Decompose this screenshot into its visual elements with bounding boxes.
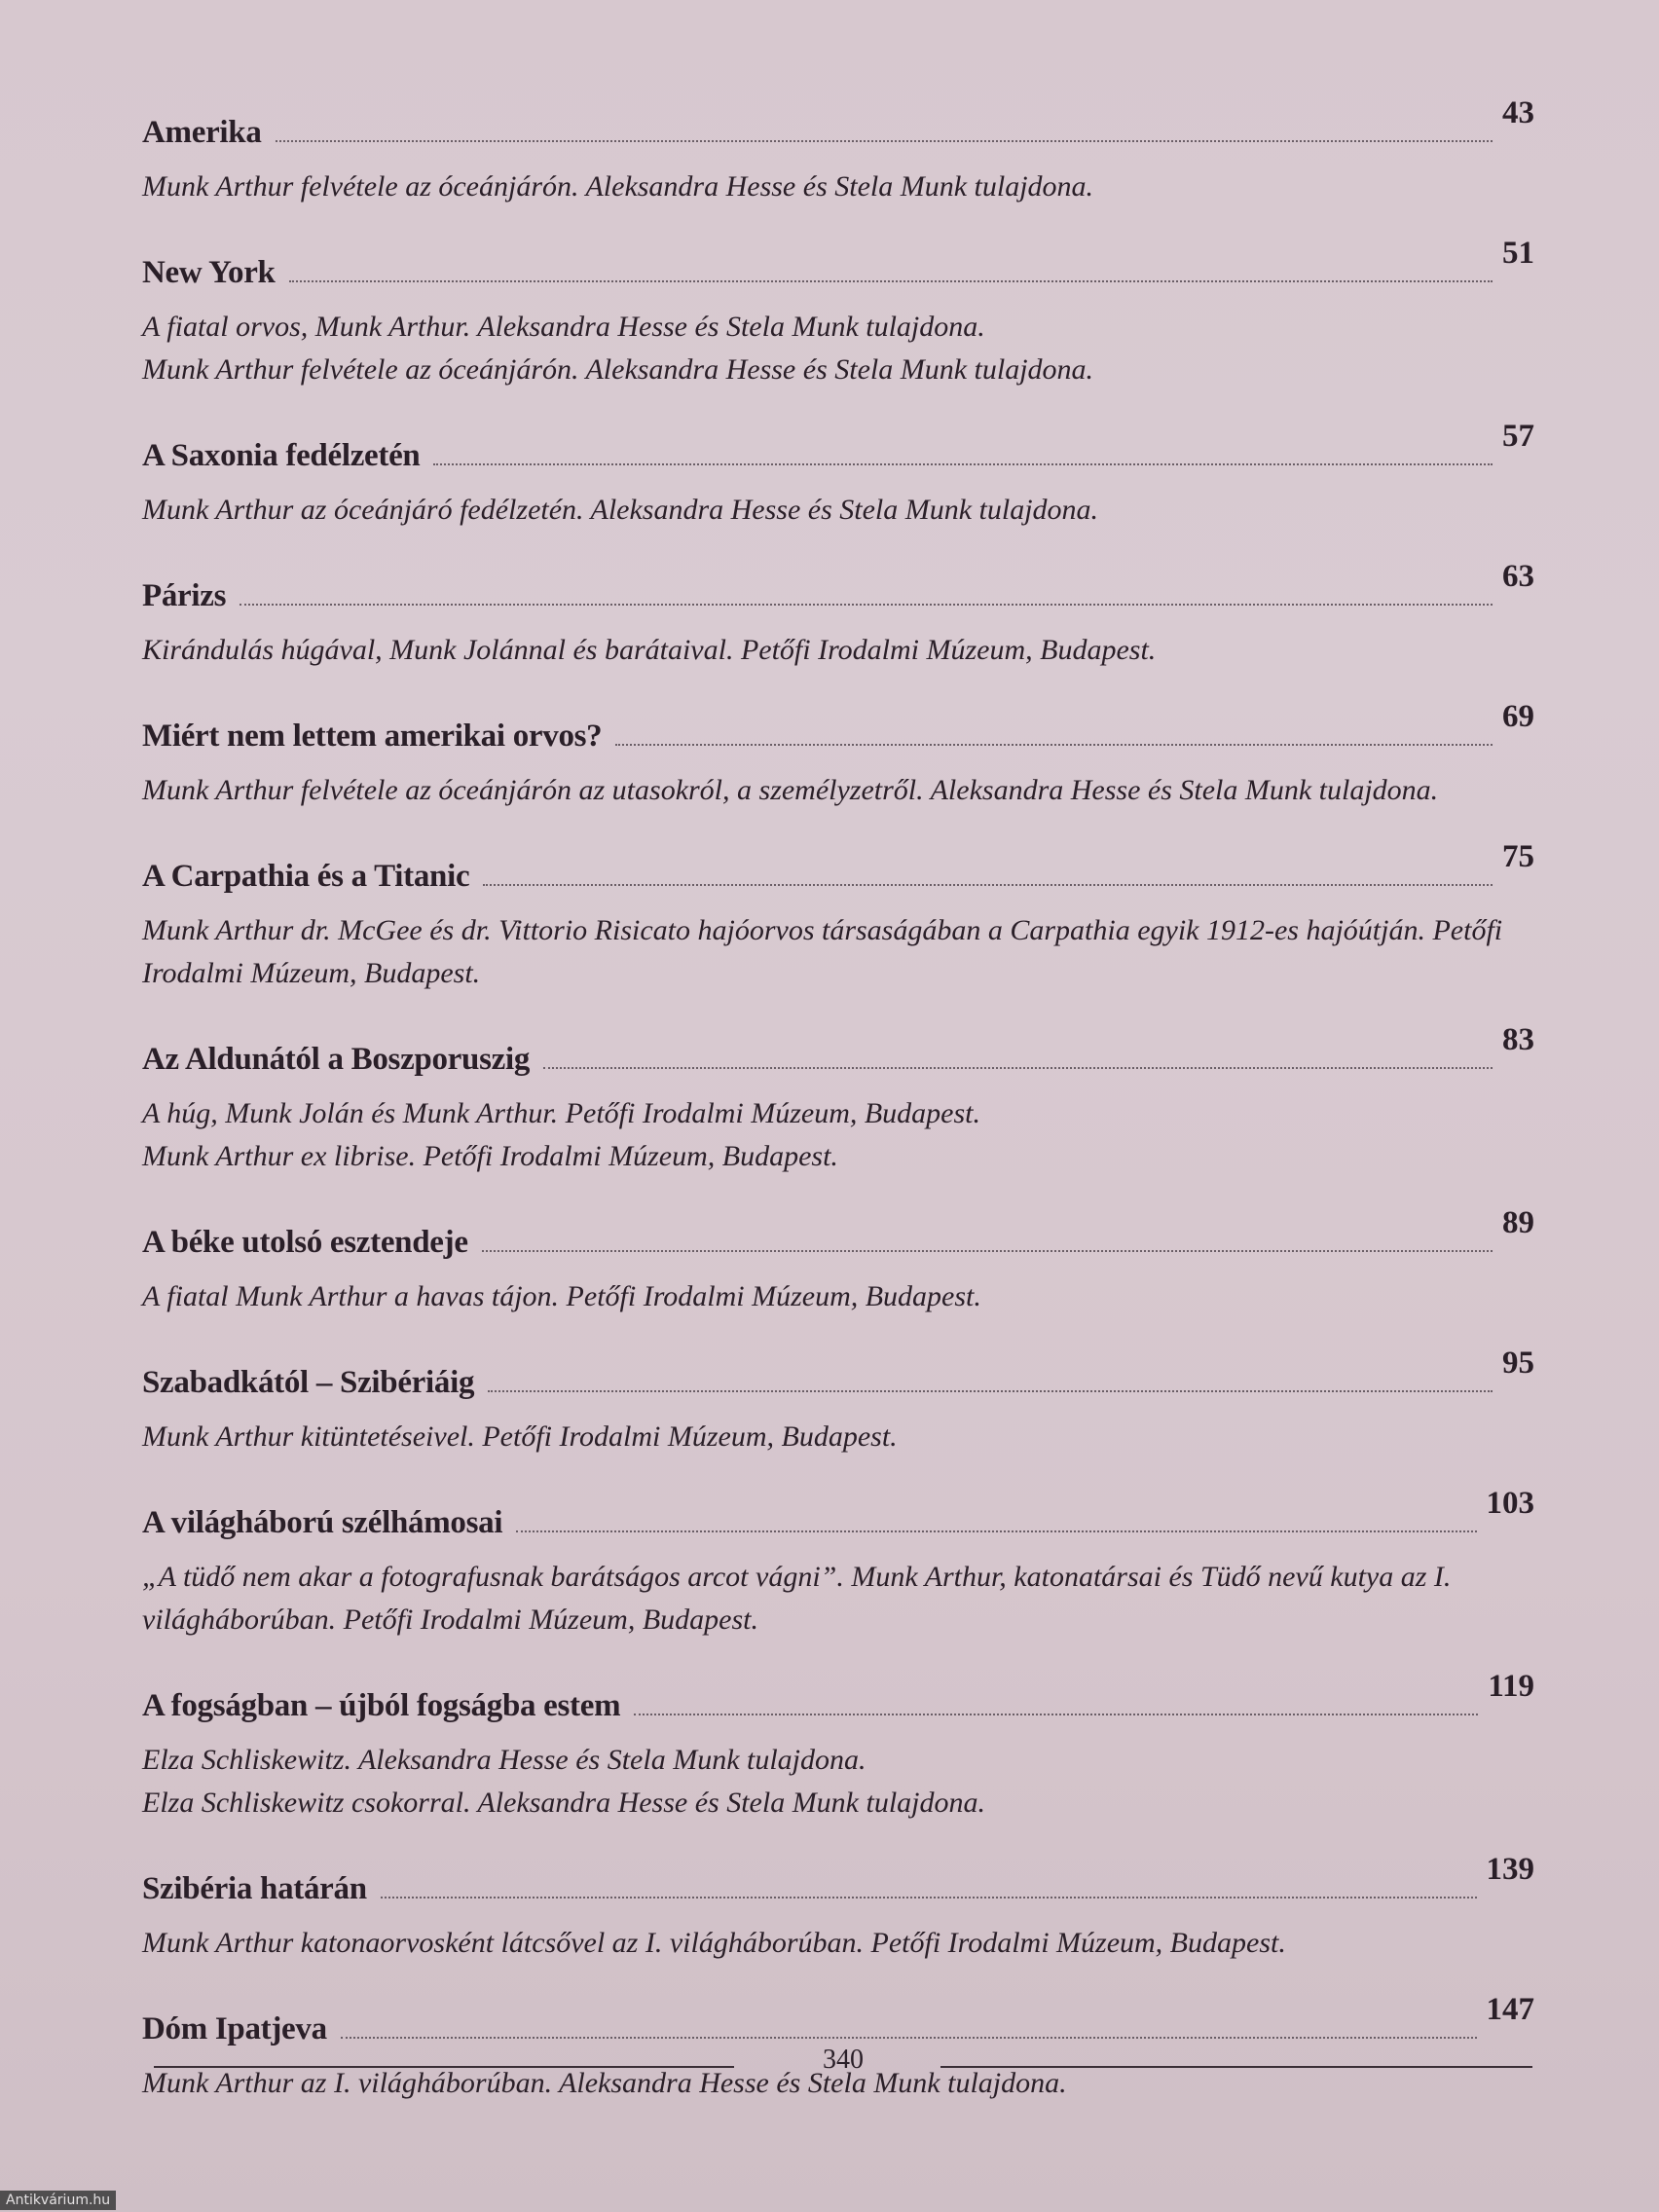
dot-leader [634,1714,1478,1715]
image-caption: Munk Arthur ex librise. Petőfi Irodalmi Múzeum, Budapest. [142,1140,838,1172]
toc-entry [142,559,1534,672]
toc-entry [142,699,1534,812]
chapter-page-number: 95 [1502,1346,1534,1381]
toc-entry-header [142,419,1534,489]
dot-leader [289,280,1493,282]
chapter-page-number: 69 [1502,699,1534,734]
chapter-page-number: 89 [1502,1205,1534,1240]
toc-entry-header [142,1486,1534,1556]
chapter-title: A világháború szélhámosai [142,1505,503,1540]
toc-entry [142,839,1534,995]
image-caption: Munk Arthur katonaorvosként látcsővel az I. világháborúban. Petőfi Irodalmi Múzeum, Budapest. [142,1927,1286,1959]
chapter-page-number: 139 [1486,1852,1534,1887]
dot-leader [488,1390,1493,1392]
chapter-page-number: 75 [1502,839,1534,874]
dot-leader [341,2037,1477,2039]
table-of-contents [142,95,1534,2152]
page-footer [154,2045,1532,2091]
image-caption: Kirándulás húgával, Munk Jolánnal és barátaival. Petőfi Irodalmi Múzeum, Budapest. [142,634,1157,666]
chapter-page-number: 63 [1502,559,1534,594]
image-caption: Munk Arthur felvétele az óceánjárón az utasokról, a személyzetről. Aleksandra Hesse és Stela Munk tulajdona. [142,774,1439,806]
toc-entry [142,1346,1534,1458]
chapter-page-number: 119 [1488,1669,1534,1704]
toc-entry [142,236,1534,391]
page-number: 340 [823,2045,864,2075]
chapter-page-number: 51 [1502,236,1534,271]
dot-leader [276,140,1493,142]
watermark-logo: Antikvárium.hu [0,2191,116,2210]
chapter-page-number: 147 [1486,1992,1534,2027]
toc-entry [142,1486,1534,1641]
dot-leader [482,1250,1493,1252]
chapter-title: Miért nem lettem amerikai orvos? [142,719,603,754]
image-caption: Munk Arthur az I. világháborúban. Aleksandra Hesse és Stela Munk tulajdona. [142,2067,1067,2099]
chapter-title: New York [142,255,276,290]
toc-entry-header [142,1205,1534,1275]
chapter-title: Párizs [142,578,227,613]
chapter-page-number: 57 [1502,419,1534,454]
toc-entry-header [142,236,1534,306]
chapter-page-number: 103 [1486,1486,1534,1521]
image-caption: Elza Schliskewitz csokorral. Aleksandra Hesse és Stela Munk tulajdona. [142,1787,986,1819]
toc-entry-header [142,699,1534,769]
toc-entry [142,1852,1534,1965]
chapter-title: A Saxonia fedélzetén [142,438,421,473]
chapter-title: Amerika [142,115,262,150]
dot-leader [543,1067,1493,1069]
image-caption: Munk Arthur dr. McGee és dr. Vittorio Risicato hajóorvos társaságában a Carpathia egyik 1912-es hajóútján. Petőfi Irodalmi Múzeum, Budapest. [142,914,1503,989]
image-caption: Munk Arthur felvétele az óceánjárón. Aleksandra Hesse és Stela Munk tulajdona. [142,170,1094,203]
toc-entry-header [142,1346,1534,1416]
dot-leader [381,1897,1477,1899]
dot-leader [615,744,1493,746]
toc-entry [142,1669,1534,1825]
chapter-page-number: 43 [1502,95,1534,130]
image-caption: Munk Arthur az óceánjáró fedélzetén. Aleksandra Hesse és Stela Munk tulajdona. [142,494,1099,526]
dot-leader [483,884,1493,886]
chapter-title: Szabadkától – Szibériáig [142,1365,475,1400]
dot-leader [240,604,1493,606]
image-caption: Munk Arthur kitüntetéseivel. Petőfi Irodalmi Múzeum, Budapest. [142,1420,898,1453]
toc-entry-header [142,1852,1534,1922]
toc-entry-header [142,559,1534,629]
toc-entry [142,419,1534,532]
chapter-title: A Carpathia és a Titanic [142,859,470,894]
toc-entry-header [142,1669,1534,1739]
toc-entry-header [142,839,1534,909]
toc-entry-header [142,1022,1534,1092]
footer-rule-right [940,2066,1532,2068]
image-caption: A húg, Munk Jolán és Munk Arthur. Petőfi Irodalmi Múzeum, Budapest. [142,1097,981,1129]
chapter-title: Az Aldunától a Boszporuszig [142,1042,531,1077]
chapter-title: A fogságban – újból fogságba estem [142,1688,621,1723]
dot-leader [516,1530,1476,1532]
toc-entry-header [142,95,1534,166]
image-caption: A fiatal orvos, Munk Arthur. Aleksandra Hesse és Stela Munk tulajdona. [142,311,985,343]
toc-entry [142,95,1534,208]
image-caption: A fiatal Munk Arthur a havas tájon. Petőfi Irodalmi Múzeum, Budapest. [142,1280,981,1312]
image-caption: „A tüdő nem akar a fotografusnak barátságos arcot vágni”. Munk Arthur, katonatársai és Tüdő nevű kutya az I. világháborúban. Petőfi Irodalmi Múzeum, Budapest. [142,1561,1452,1636]
toc-entry [142,1205,1534,1318]
chapter-title: A béke utolsó esztendeje [142,1225,468,1260]
chapter-title: Dóm Ipatjeva [142,2011,327,2046]
dot-leader [433,463,1493,465]
image-caption: Munk Arthur felvétele az óceánjárón. Aleksandra Hesse és Stela Munk tulajdona. [142,353,1094,386]
image-caption: Elza Schliskewitz. Aleksandra Hesse és Stela Munk tulajdona. [142,1744,866,1776]
chapter-page-number: 83 [1502,1022,1534,1057]
toc-entry [142,1022,1534,1178]
chapter-title: Szibéria határán [142,1871,367,1906]
